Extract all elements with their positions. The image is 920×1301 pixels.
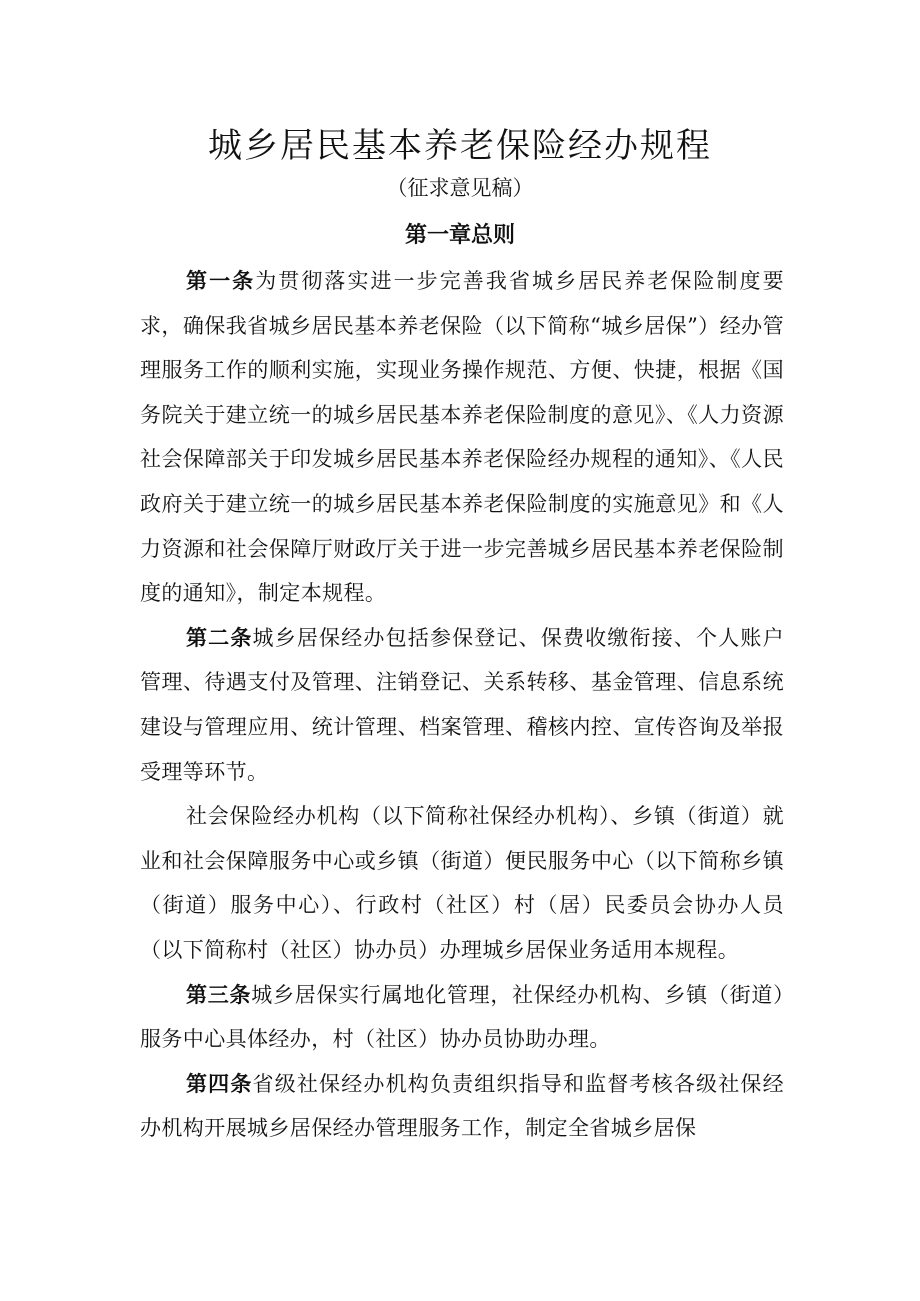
article-2-continuation-paragraph [140, 794, 784, 972]
article-text: 城乡居保实行属地化管理，社保经办机构、乡镇（街道）服务中心具体经办，村（社区）协办员协助办理。 [140, 982, 784, 1052]
document-title: 城乡居民基本养老保险经办规程 [208, 126, 712, 166]
chapter-title: 第一章总则 [404, 223, 515, 248]
article-1-paragraph [140, 259, 784, 616]
document-subtitle: （征求意见稿） [386, 176, 534, 200]
article-label: 第一条 [186, 269, 256, 293]
article-text: 城乡居保经办包括参保登记、保费收缴衔接、个人账户管理、待遇支付及管理、注销登记、关系转移、基金管理、信息系统建设与管理应用、统计管理、档案管理、稽核内控、宣传咨询及举报受理等环节。 [140, 625, 784, 784]
article-label: 第二条 [186, 625, 253, 650]
document-body [140, 259, 784, 1151]
article-text: 为贯彻落实进一步完善我省城乡居民养老保险制度要求，确保我省城乡居民基本养老保险（以下简称“城乡居保”）经办管理服务工作的顺利实施，实现业务操作规范、方便、快捷，根据《国务院关于建立统一的城乡居民基本养老保险制度的意见》、《人力资源社会保障部关于印发城乡居民基本养老保险经办规程的通知》、《人民政府关于建立统一的城乡居民基本养老保险制度的实施意见》和《人力资源和社会保障厅财政厅关于进一步完善城乡居民基本养老保险制度的通知》，制定本规程。 [140, 269, 785, 606]
article-3-paragraph [140, 973, 784, 1062]
article-label: 第三条 [186, 982, 252, 1007]
article-text: 省级社保经办机构负责组织指导和监督考核各级社保经办机构开展城乡居保经办管理服务工作，制定全省城乡居保 [140, 1071, 784, 1141]
article-4-paragraph [140, 1062, 784, 1151]
article-2-paragraph [140, 616, 784, 794]
article-text: 社会保险经办机构（以下简称社保经办机构）、乡镇（街道）就业和社会保障服务中心或乡镇（街道）便民服务中心（以下简称乡镇（街道）服务中心）、行政村（社区）村（居）民委员会协办人员（以下简称村（社区）协办员）办理城乡居保业务适用本规程。 [140, 804, 784, 962]
article-label: 第四条 [186, 1071, 253, 1096]
